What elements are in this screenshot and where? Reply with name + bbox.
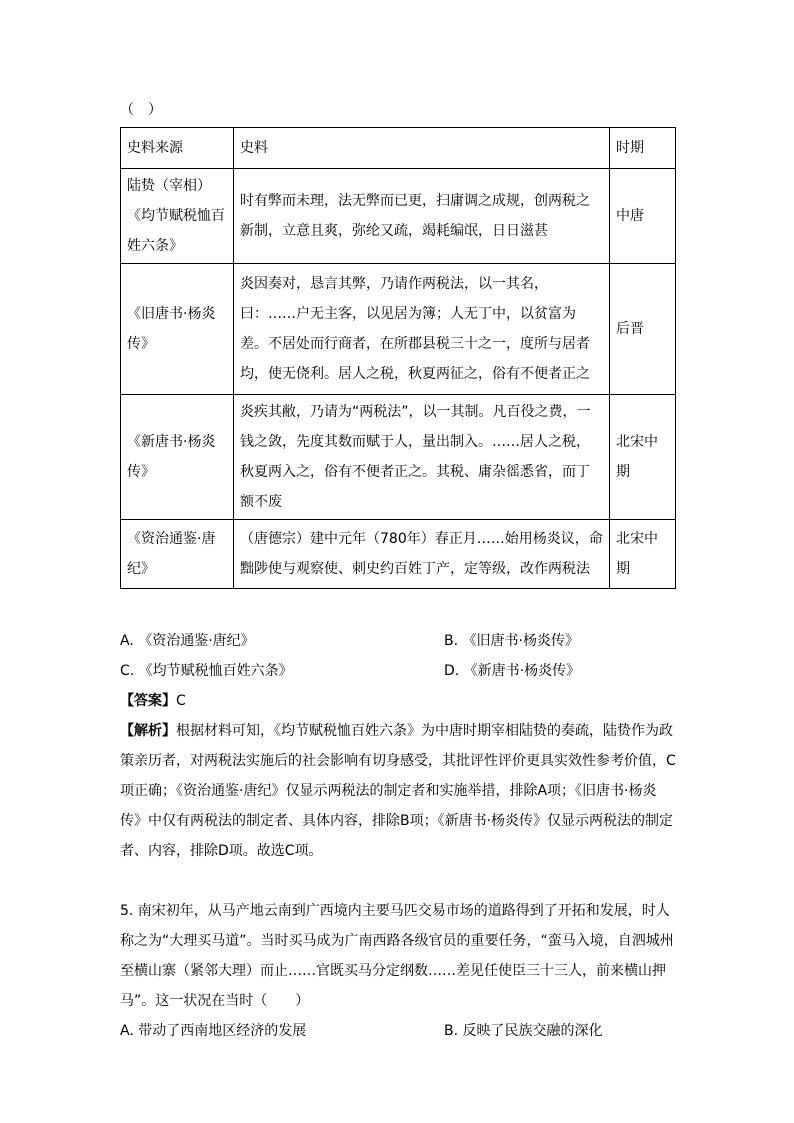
header-source: 史料来源 (121, 128, 234, 169)
row-content: （唐德宗）建中元年（780年）春正月……始用杨炎议，命黜陟使与观察使、刺史约百姓丁产，定等级，改作两税法 (234, 520, 610, 589)
row-period: 中唐 (610, 169, 676, 264)
question-blank: （ ） (120, 102, 162, 118)
source-table (120, 127, 676, 589)
q5-option-b: B. 反映了民族交融的深化 (444, 1023, 603, 1039)
row-period: 北宋中期 (610, 395, 676, 520)
q5-options-row (120, 1016, 676, 1046)
options-row-1 (120, 626, 680, 656)
row-content: 炎疾其敝，乃请为“两税法”，以一其制。凡百役之费，一钱之敛，先度其数而赋于人，量出制入。……居人之税，秋夏两入之，俗有不便者正之。其税、庸杂徭悉省，而丁额不废 (234, 395, 610, 520)
answer-value: C (176, 693, 186, 709)
row-source: 《资治通鉴·唐纪》 (121, 520, 234, 589)
question-5-options (120, 1016, 676, 1046)
header-period: 时期 (610, 128, 676, 169)
row-period: 北宋中期 (610, 520, 676, 589)
row-content: 时有弊而未理，法无弊而已更，扫庸调之成规，创两税之新制，立意且爽，弥纶又疏，竭耗编氓，日日滋甚 (234, 169, 610, 264)
header-content: 史料 (234, 128, 610, 169)
row-source: 《旧唐书·杨炎传》 (121, 264, 234, 395)
answer-label: 【答案】 (120, 693, 176, 709)
question-5-stem: 5. 南宋初年，从马产地云南到广西境内主要马匹交易市场的道路得到了开拓和发展，时人称之为“大理买马道”。当时买马成为广南西路各级官员的重要任务，“蛮马入境，自泗城州至横山寨（紧邻大理）而止……官既买马分定纲数……差见任使臣三十三人，前来横山押马”。这一状况在当时（ ） (120, 903, 674, 1009)
row-source: 陆贽（宰相）《均节赋税恤百姓六条》 (121, 169, 234, 264)
analysis-paragraph (120, 716, 676, 866)
table-row (121, 520, 676, 589)
table-header-row (121, 128, 676, 169)
table-row (121, 169, 676, 264)
analysis-text: 根据材料可知，《均节赋税恤百姓六条》为中唐时期宰相陆贽的奏疏，陆贽作为政策亲历者，对两税法实施后的社会影响有切身感受，其批评性评价更具实效性参考价值，C项正确；《资治通鉴·唐纪》仅显示两税法的制定者和实施举措，排除A项；《旧唐书·杨炎传》中仅有两税法的制定者、具体内容，排除B项；《新唐书·杨炎传》仅显示两税法的制定者、内容，排除D项。故选C项。 (120, 723, 676, 859)
table-row (121, 264, 676, 395)
option-b: B. 《旧唐书·杨炎传》 (444, 633, 579, 649)
answer-options (120, 626, 680, 686)
option-d: D. 《新唐书·杨炎传》 (444, 663, 581, 679)
q5-option-a: A. 带动了西南地区经济的发展 (120, 1023, 307, 1039)
options-row-2 (120, 656, 680, 686)
row-period: 后晋 (610, 264, 676, 395)
row-source: 《新唐书·杨炎传》 (121, 395, 234, 520)
table-row (121, 395, 676, 520)
answer-line (120, 686, 676, 716)
analysis-label: 【解析】 (120, 723, 176, 739)
row-content: 炎因奏对，恳言其弊，乃请作两税法，以一其名，曰：……户无主客，以见居为簿；人无丁中，以贫富为差。不居处而行商者，在所郡县税三十之一，度所与居者均，使无侥利。居人之税，秋夏两征之，俗有不便者正之 (234, 264, 610, 395)
option-a: A. 《资治通鉴·唐纪》 (120, 633, 255, 649)
option-c: C. 《均节赋税恤百姓六条》 (120, 663, 293, 679)
